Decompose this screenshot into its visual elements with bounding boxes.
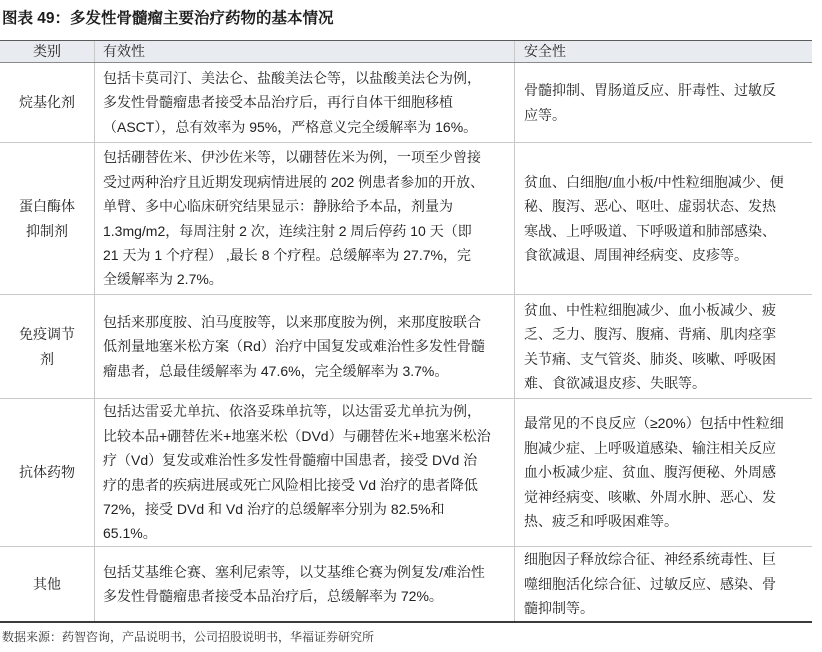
header-safety-label: 安全性 (524, 43, 566, 59)
efficacy-line: 72%，接受 DVd 和 Vd 治疗的总缓解率分别为 82.5%和 (103, 500, 445, 517)
safety-line: 觉神经病变、咳嗽、外周水肿、恶心、发 (524, 488, 776, 505)
category-cell (0, 399, 95, 546)
safety-line: 髓抑制等。 (524, 600, 594, 617)
category-cell (0, 547, 95, 621)
safety-line: 食欲减退、周围神经病变、皮疹等。 (524, 246, 748, 263)
safety-line: 应等。 (524, 106, 566, 123)
category-cell (0, 143, 95, 294)
efficacy-line: 疗（Vd）复发或难治性多发性骨髓瘤中国患者，接受 DVd 治 (103, 452, 478, 469)
safety-line: 寒战、上呼吸道、下呼吸道和肺部感染、 (524, 222, 776, 239)
header-efficacy-cell (95, 41, 515, 62)
efficacy-line: 比较本品+硼替佐米+地塞米松（DVd）与硼替佐米+地塞米松治 (103, 427, 491, 444)
efficacy-cell (95, 547, 515, 621)
safety-line: 血小板减少症、贫血、腹泻便秘、外周感 (524, 464, 776, 481)
efficacy-line: 65.1%。 (103, 525, 157, 542)
safety-line: 关节痛、支气管炎、肺炎、咳嗽、呼吸困 (524, 350, 776, 367)
header-category-label: 类别 (33, 43, 61, 59)
efficacy-line: 包括艾基维仑赛、塞利尼索等，以艾基维仑赛为例复发/难治性 (103, 563, 485, 580)
efficacy-cell (95, 63, 515, 142)
source-note: 数据来源：药智咨询，产品说明书，公司招股说明书，华福证券研究所 (2, 630, 375, 644)
safety-line: 最常见的不良反应（≥20%）包括中性粒细 (524, 415, 784, 432)
safety-line: 贫血、白细胞/血小板/中性粒细胞减少、便 (524, 173, 784, 190)
table-row (0, 63, 812, 143)
header-category-cell (0, 41, 95, 62)
category-cell (0, 295, 95, 398)
header-safety-cell (515, 41, 812, 62)
efficacy-line: 受过两种治疗且近期发现病情进展的 202 例患者参加的开放、 (103, 173, 485, 190)
efficacy-cell (95, 295, 515, 398)
efficacy-line: 全缓解率为 2.7%。 (103, 271, 223, 288)
safety-line: 乏、乏力、腹泻、腹痛、背痛、肌肉痉挛 (524, 326, 776, 343)
efficacy-line: 包括硼替佐米、伊沙佐米等，以硼替佐米为例，一项至少曾接 (103, 149, 481, 166)
table-row (0, 547, 812, 623)
safety-line: 细胞因子释放综合征、神经系统毒性、巨 (524, 551, 776, 568)
table-header-row (0, 40, 812, 63)
efficacy-line: 多发性骨髓瘤患者接受本品治疗后，再行自体干细胞移植 (103, 94, 453, 111)
efficacy-line: 多发性骨髓瘤患者接受本品治疗后，总缓解率为 72%。 (103, 588, 443, 604)
table-row (0, 143, 812, 295)
drug-info-table (0, 40, 812, 623)
safety-line: 热、疲乏和呼吸困难等。 (524, 513, 678, 530)
table-row (0, 295, 812, 399)
safety-cell (515, 399, 812, 546)
safety-cell (515, 63, 812, 142)
efficacy-line: 单臂、多中心临床研究结果显示：静脉给予本品，剂量为 (103, 198, 453, 215)
safety-line: 噬细胞活化综合征、过敏反应、感染、骨 (524, 575, 776, 592)
category-cell (0, 63, 95, 142)
safety-line: 骨髓抑制、胃肠道反应、肝毒性、过敏反 (524, 82, 776, 99)
safety-line: 胞减少症、上呼吸道感染、输注相关反应 (524, 439, 776, 456)
category-line: 免疫调节 (19, 326, 75, 343)
efficacy-line: 低剂量地塞米松方案（Rd）治疗中国复发或难治性多发性骨髓 (103, 338, 485, 355)
efficacy-line: 疗的患者的疾病进展或死亡风险相比接受 Vd 治疗的患者降低 (103, 476, 478, 493)
safety-line: 秘、腹泻、恶心、呕吐、虚弱状态、发热 (524, 198, 776, 215)
safety-cell (515, 143, 812, 294)
efficacy-cell (95, 399, 515, 546)
efficacy-line: （ASCT），总有效率为 95%，严格意义完全缓解率为 16%。 (103, 118, 478, 135)
efficacy-line: 包括达雷妥尤单抗、依洛妥珠单抗等，以达雷妥尤单抗为例， (103, 403, 481, 420)
page-title: 图表 49：多发性骨髓瘤主要治疗药物的基本情况 (2, 10, 334, 27)
efficacy-line: 包括来那度胺、泊马度胺等，以来那度胺为例，来那度胺联合 (103, 313, 481, 330)
safety-cell (515, 547, 812, 621)
category-line: 剂 (40, 350, 54, 367)
category-line: 抑制剂 (26, 222, 68, 239)
efficacy-line: 包括卡莫司汀、美法仑、盐酸美法仑等，以盐酸美法仑为例， (103, 69, 481, 86)
category-line: 烷基化剂 (19, 94, 75, 111)
category-line: 蛋白酶体 (19, 198, 75, 215)
safety-line: 贫血、中性粒细胞减少、血小板减少、疲 (524, 301, 776, 318)
efficacy-cell (95, 143, 515, 294)
efficacy-line: 1.3mg/m2，每周注射 2 次，连续注射 2 周后停药 10 天（即 (103, 222, 472, 239)
category-line: 其他 (33, 575, 61, 592)
category-line: 抗体药物 (19, 464, 75, 481)
efficacy-line: 瘤患者，总最佳缓解率为 47.6%，完全缓解率为 3.7%。 (103, 362, 449, 379)
header-efficacy-label: 有效性 (103, 43, 145, 59)
safety-line: 难、食欲减退皮疹、失眠等。 (524, 374, 706, 391)
table-row (0, 399, 812, 547)
safety-cell (515, 295, 812, 398)
efficacy-line: 21 天为 1 个疗程） ,最长 8 个疗程。总缓解率为 27.7%，完 (103, 246, 471, 263)
